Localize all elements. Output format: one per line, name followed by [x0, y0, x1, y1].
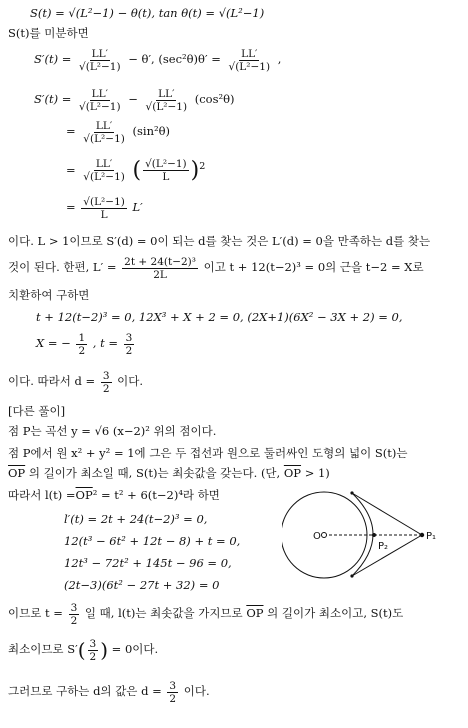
tangent-point-upper [350, 491, 353, 494]
tangent-figure [282, 486, 462, 596]
text-final-answer: 그러므로 구하는 d의 값은 d = $\frac{3}{2}$ 이다. [8, 679, 210, 705]
equation-s-prime-2: S′(t) = $\frac{LL'}{\text{√(L²−1)}}$ − $\frac{LL'}{\text{√(L²−1)}}$ (cos²θ) [34, 87, 235, 113]
center-point [322, 533, 327, 538]
point-p1 [420, 533, 424, 537]
equation-step-final: = $\frac{\text{√(L²−1)}}{L}$ L′ [66, 195, 143, 221]
equation-factored: (2t−3)(6t² − 27t + 32) = 0 [64, 578, 220, 592]
equation-s-prime-1: S′(t) = $\frac{LL'}{\text{√(L²−1)}}$ − θ′, (sec²θ)θ′ = $\frac{LL'}{\text{√(L²−1)}}$ , [34, 47, 282, 73]
tangent-point-lower [350, 574, 353, 577]
text-minimum-at-t: 이므로 t = $\frac{3}{2}$ 일 때, l(t)는 최솟값을 가지므로 $\overline{OP}$ 의 길이가 최소이고, S(t)도 [8, 601, 404, 627]
equation-cubic: 12t³ − 72t² + 145t − 96 = 0, [64, 556, 232, 570]
label-p1: P₁ [426, 531, 437, 542]
equation-expand: 12(t³ − 6t² + 12t − 8) + t = 0, [64, 534, 241, 548]
text-op-minimum: $\overline{OP}$ 의 길이가 최소일 때, S(t)는 최솟값을 갖는다. (단, $\overline{OP} > 1$) [8, 466, 330, 480]
equation-step-squared: = $\frac{LL'}{\text{√(L²−1)}}$ ( $\frac{\text{√(L²−1)}}{L}$ )$^2$ [66, 157, 206, 184]
equation-roots: X = − $\frac{1}{2}$ , t = $\frac{3}{2}$ [36, 331, 133, 357]
text-point-on-curve: 점 P는 곡선 y = √6 (x−2)² 위의 점이다. [8, 424, 217, 438]
text-s-prime-zero: 최소이므로 S′( $\frac{3}{2}$ ) = 0이다. [8, 637, 159, 663]
label-p2: P₂ [378, 541, 389, 552]
text-condition: 이다. L > 1이므로 S′(d) = 0이 되는 d를 찾는 것은 L′(d) = 0을 만족하는 d를 찾는 [8, 234, 431, 248]
text-answer-d: 이다. 따라서 d = $\frac{3}{2}$ 이다. [8, 369, 144, 395]
equation-s-and-tan: S(t) = √(L²−1) − θ(t), tan θ(t) = √(L²−1) [30, 6, 265, 20]
text-define-l: 따라서 $l(t) =\overline{OP}^2 = t^2 + 6(t-2)^4$라 하면 [8, 488, 220, 502]
section-alt-solution: [다른 풀이] [8, 404, 66, 418]
tangent-line-upper [352, 493, 422, 535]
equation-step-sin: = $\frac{LL'}{\text{√(L²−1)}}$ (sin²θ) [66, 119, 170, 145]
text-substitution: 치환하여 구하면 [8, 288, 90, 302]
equation-factor: t + 12(t−2)³ = 0, 12X³ + X + 2 = 0, (2X+1)(6X² − 3X + 2) = 0, [36, 310, 403, 324]
equation-l-prime: l′(t) = 2t + 24(t−2)³ = 0, [64, 512, 208, 526]
point-p2 [372, 533, 376, 537]
text-l-prime: 것이 된다. 한편, L′ = $\frac{\text{2t + 24(t−2)³}}{2L}$ 이고 t + 12(t−2)³ = 0의 근을 t−2 = X로 [8, 255, 424, 281]
text-tangent-area: 점 P에서 원 x² + y² = 1에 그은 두 접선과 원으로 둘러싸인 도형의 넓이 S(t)는 [8, 446, 408, 460]
text-differentiate: S(t)를 미분하면 [8, 26, 89, 40]
label-o: O [313, 531, 321, 542]
